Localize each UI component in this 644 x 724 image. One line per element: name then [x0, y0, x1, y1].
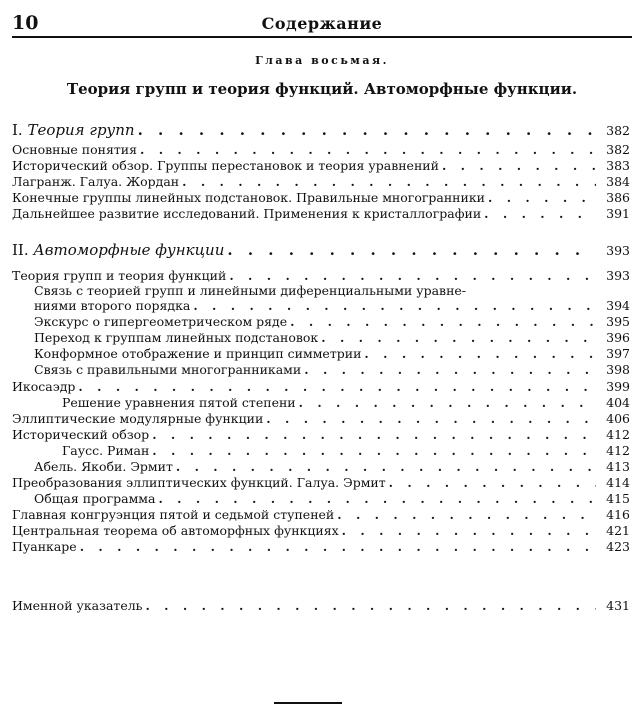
- page-ref: 393: [606, 268, 630, 283]
- page-ref: 394: [606, 298, 630, 313]
- entry-title: Основные понятия: [12, 142, 140, 157]
- dot-leader: [484, 206, 596, 221]
- entry-title: Общая программа: [34, 491, 158, 506]
- page-ref: 391: [606, 206, 630, 221]
- page-ref: 412: [606, 443, 630, 458]
- toc-entry[interactable]: [12, 267, 630, 283]
- entry-title: Теория групп и теория функций: [12, 268, 229, 283]
- table-of-contents: [12, 0, 630, 724]
- toc-section-1[interactable]: [12, 118, 630, 138]
- entry-title: Исторический обзор: [12, 427, 152, 442]
- page-ref: 383: [606, 158, 630, 173]
- page-ref: 384: [606, 174, 630, 189]
- toc-entry[interactable]: [12, 205, 630, 221]
- page-ref: 395: [606, 314, 630, 329]
- dot-leader: [158, 491, 596, 506]
- toc-entry[interactable]: [12, 141, 630, 157]
- dot-leader: [182, 174, 596, 189]
- page-ref: 404: [606, 395, 630, 410]
- entry-title: Центральная теорема об автоморфных функциях: [12, 523, 342, 538]
- toc-entry[interactable]: [12, 394, 630, 410]
- page-ref: 414: [606, 475, 630, 490]
- dot-leader: [140, 142, 596, 157]
- entry-title: Переход к группам линейных подстановок: [34, 330, 321, 345]
- dot-leader: [337, 507, 596, 522]
- page-ref: 416: [606, 507, 630, 522]
- entry-title: Экскурс о гипергеометрическом ряде: [34, 314, 290, 329]
- entry-title: Главная конгруэнция пятой и седьмой ступеней: [12, 507, 337, 522]
- toc-entry[interactable]: [12, 538, 630, 554]
- entry-title: Конформное отображение и принцип симметрии: [34, 346, 364, 361]
- page-ref: 398: [606, 362, 630, 377]
- toc-entry[interactable]: [12, 173, 630, 189]
- dot-leader: [389, 475, 596, 490]
- toc-index-entry[interactable]: [12, 597, 630, 613]
- section-title: Автоморфные функции: [33, 241, 225, 259]
- entry-title: Пуанкаре: [12, 539, 80, 554]
- page-ref: 415: [606, 491, 630, 506]
- toc-entry[interactable]: [12, 189, 630, 205]
- toc-entry[interactable]: [12, 378, 630, 394]
- toc-entry[interactable]: [12, 361, 630, 377]
- page-ref: 406: [606, 411, 630, 426]
- dot-leader: [138, 123, 596, 138]
- entry-title: Дальнейшее развитие исследований. Применения к кристаллографии: [12, 206, 484, 221]
- page-ref: 431: [606, 598, 630, 613]
- dot-leader: [145, 598, 596, 613]
- page-ref: 386: [606, 190, 630, 205]
- toc-entry[interactable]: [12, 506, 630, 522]
- dot-leader: [80, 539, 596, 554]
- dot-leader: [321, 330, 596, 345]
- entry-title: Эллиптические модулярные функции: [12, 411, 266, 426]
- page-ref: 396: [606, 330, 630, 345]
- toc-entry[interactable]: [12, 426, 630, 442]
- dot-leader: [442, 158, 596, 173]
- page-ref: 393: [606, 243, 630, 258]
- page-ref: 382: [606, 123, 630, 138]
- dot-leader: [229, 268, 596, 283]
- toc-entry[interactable]: [12, 282, 630, 298]
- toc-entry[interactable]: [12, 458, 630, 474]
- page-ref: 413: [606, 459, 630, 474]
- section-title: Теория групп: [27, 121, 135, 139]
- dot-leader: [227, 243, 596, 258]
- section-number: I.: [12, 121, 23, 139]
- dot-leader: [266, 411, 596, 426]
- bottom-rule: [274, 702, 342, 704]
- entry-title: Гаусс. Риман: [62, 443, 152, 458]
- dot-leader: [488, 190, 596, 205]
- toc-entry[interactable]: [12, 474, 630, 490]
- dot-leader: [193, 298, 596, 313]
- toc-entry[interactable]: [12, 522, 630, 538]
- page-number: 10: [12, 12, 39, 34]
- dot-leader: [299, 395, 596, 410]
- dot-leader: [78, 379, 596, 394]
- entry-title: Абель. Якоби. Эрмит: [34, 459, 176, 474]
- dot-leader: [342, 523, 596, 538]
- toc-entry[interactable]: [12, 410, 630, 426]
- dot-leader: [304, 362, 596, 377]
- entry-title: Связь с правильными многогранниками: [34, 362, 304, 377]
- chapter-title: Теория групп и теория функций. Автоморфные функции.: [66, 80, 578, 98]
- page-ref: 382: [606, 142, 630, 157]
- page-ref: 397: [606, 346, 630, 361]
- entry-title: Преобразования эллиптических функций. Галуа. Эрмит: [12, 475, 389, 490]
- entry-title-continuation: ниями второго порядка: [34, 298, 193, 313]
- toc-entry[interactable]: [12, 157, 630, 173]
- entry-title: Связь с теорией групп и линейными диференциальными уравне-: [34, 283, 469, 298]
- dot-leader: [364, 346, 596, 361]
- entry-title: Икосаэдр: [12, 379, 78, 394]
- entry-title: Именной указатель: [12, 598, 145, 613]
- toc-entry[interactable]: [12, 490, 630, 506]
- dot-leader: [290, 314, 596, 329]
- toc-entry[interactable]: [12, 329, 630, 345]
- entry-title: Решение уравнения пятой степени: [62, 395, 299, 410]
- page-ref: 421: [606, 523, 630, 538]
- page-ref: 423: [606, 539, 630, 554]
- chapter-label: Глава восьмая.: [255, 54, 389, 67]
- entry-title: Исторический обзор. Группы перестановок и теория уравнений: [12, 158, 442, 173]
- page-ref: 399: [606, 379, 630, 394]
- dot-leader: [152, 427, 596, 442]
- entry-title: Лагранж. Галуа. Жордан: [12, 174, 182, 189]
- toc-entry[interactable]: [12, 442, 630, 458]
- toc-entry[interactable]: [12, 313, 630, 329]
- dot-leader: [152, 443, 596, 458]
- toc-entry[interactable]: [12, 345, 630, 361]
- toc-section-2[interactable]: [12, 238, 630, 258]
- entry-title: Конечные группы линейных подстановок. Правильные многогранники: [12, 190, 488, 205]
- section-number: II.: [12, 241, 29, 259]
- toc-entry-continuation[interactable]: [12, 297, 630, 313]
- running-title: Содержание: [261, 14, 383, 33]
- dot-leader: [176, 459, 596, 474]
- page-ref: 412: [606, 427, 630, 442]
